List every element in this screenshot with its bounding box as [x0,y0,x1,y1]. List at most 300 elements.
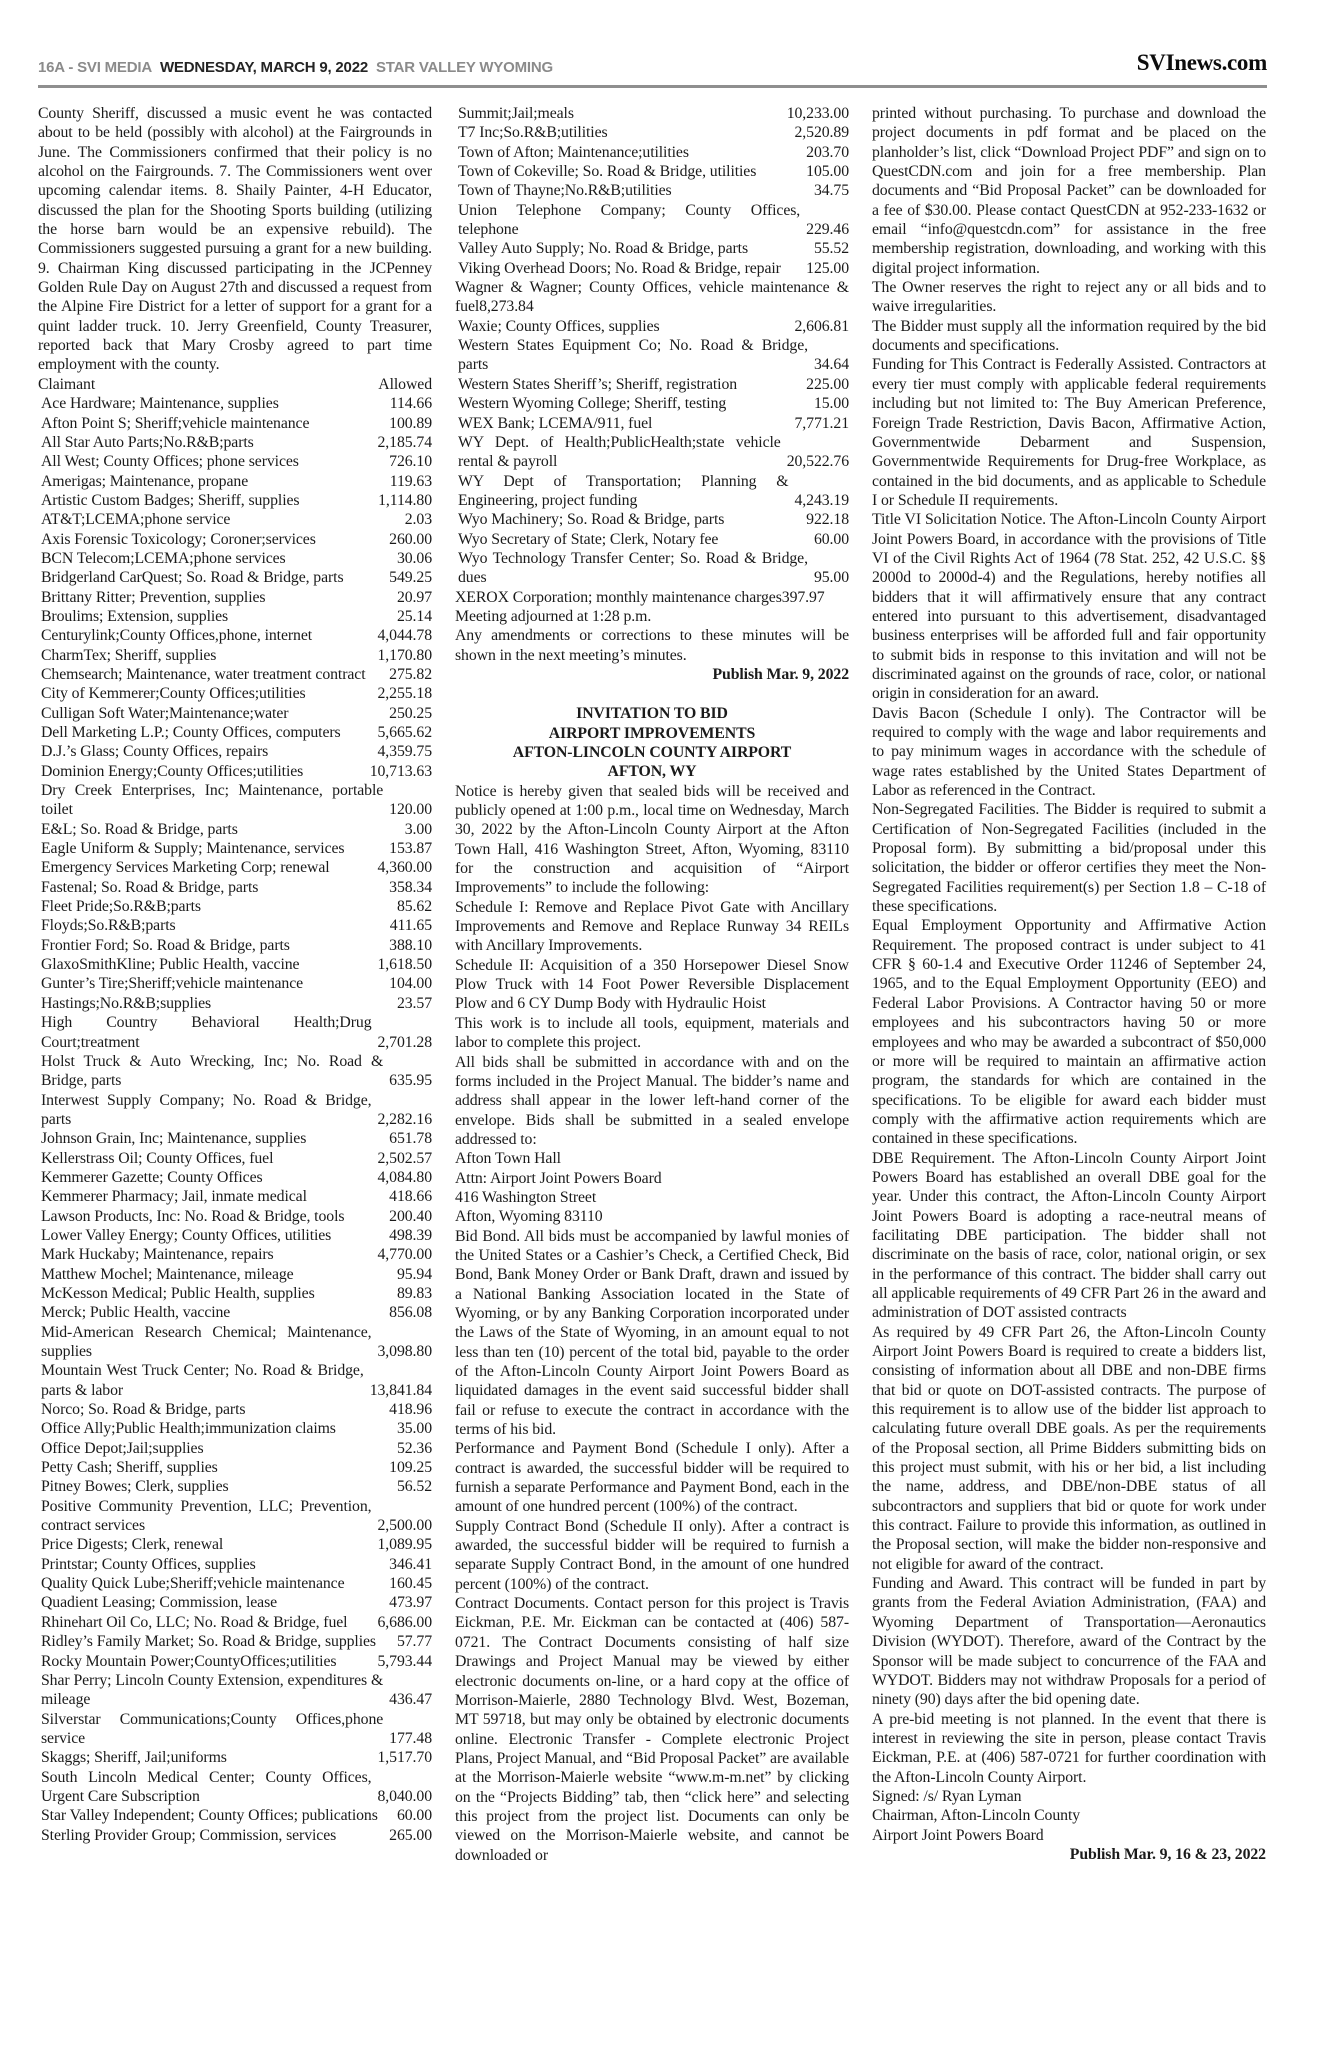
claim-name: GlaxoSmithKline; Public Health, vaccine [41,956,300,974]
claim-name: Chemsearch; Maintenance, water treatment contract [41,665,366,683]
claim-amount: 20,522.76 [786,453,849,471]
claim-name: Silverstar Communications;County Offices,phone service [41,1710,384,1747]
claim-row [38,1303,432,1322]
paragraph: XEROX Corporation; monthly maintenance charges397.97 [455,588,825,606]
claim-row [38,723,432,742]
claim-row [38,1632,432,1651]
claim-name: Lawson Products, Inc: No. Road & Bridge, tools [41,1207,345,1225]
claim-amount: 23.57 [396,994,432,1012]
paragraph: Funding for This Contract is Federally Assisted. Contractors at every tier must comply with applicable federal requirements including but not limited to: The Buy American Preference, Foreign Trade Restriction, Davis Bacon, Affirmative Action, Governmentwide Debarment and Suspension, Governmentwide Requirements for Drug-free Workplace, as contained in the bid documents, and as applicable to Schedule I or Schedule II requirements. [872,356,1266,509]
claim-amount: 549.25 [389,569,432,587]
claim-row [455,375,849,394]
paragraph: DBE Requirement. The Afton-Lincoln County Airport Joint Powers Board has established an overall DBE goal for the year. Under this contract, the Afton-Lincoln County Airport Joint Powers Board is adopting a race-neutral means of facilitating DBE participation. The bidder shall not discriminate on the basis of race, color, national origin, or sex in the performance of this contract. The bidder shall carry out all applicable requirements of 49 CFR Part 26 in the award and administration of DOT assisted contracts [872,1149,1266,1322]
claim-name: Fleet Pride;So.R&B;parts [41,898,201,916]
claim-row [38,1826,432,1845]
paragraph: A pre-bid meeting is not planned. In the event that there is interest in reviewing the site in person, please contact Travis Eickman, P.E. at (406) 587-0721 for further coordination with the Afton-Lincoln County Airport. [872,1710,1266,1786]
claim-row [38,781,432,820]
paragraph: Title VI Solicitation Notice. The Afton-Lincoln County Airport Joint Powers Board, in accordance with the provisions of Title VI of the Civil Rights Act of 1964 (78 Stat. 252, 42 U.S.C. §§ 2000d to 2000d-4) and the Regulations, hereby notifies all bidders that it will affirmatively ensure that any contract entered into pursuant to this advertisement, disadvantaged business enterprises will be afforded full and fair opportunity to submit bids in response to this invitation and will not be discriminated against on the grounds of race, color, or national origin in consideration for an award. [872,511,1266,703]
claim-row [38,1187,432,1206]
claims-header-claimant: Claimant [38,375,96,393]
claim-row [38,858,432,877]
article-columns [38,104,1267,1865]
claim-name: South Lincoln Medical Center; County Offices, Urgent Care Subscription [41,1768,372,1805]
claim-row [38,1555,432,1574]
claim-row [38,1091,432,1130]
paragraph: The Bidder must supply all the information required by the bid documents and specifications. [872,317,1266,355]
claim-name: WY Dept of Transportation; Planning & Engineering, project funding [458,472,789,509]
claim-row [38,626,432,645]
claim-name: Mark Huckaby; Maintenance, repairs [41,1246,274,1264]
claim-name: Floyds;So.R&B;parts [41,917,176,935]
claim-row [38,1458,432,1477]
claim-name: Mountain West Truck Center; No. Road & Bridge, parts & labor [41,1362,364,1399]
paragraph: This work is to include all tools, equipment, materials and labor to complete this project. [455,1014,849,1052]
paragraph: printed without purchasing. To purchase and download the project documents in pdf format and be placed on the planholder’s list, click “Download Project PDF” and sign on to QuestCDN.com and join for a free membership. Plan documents and “Bid Proposal Packet” can be downloaded for a fee of $30.00. Please contact QuestCDN at 952-233-1632 or email “info@questcdn.com” for assistance in the free membership registration, downloading, and working with this digital project information. [872,105,1266,277]
claim-name: Bridgerland CarQuest; So. Road & Bridge, parts [41,569,344,587]
claim-name: Valley Auto Supply; No. Road & Bridge, parts [458,240,749,258]
claim-name: Positive Community Prevention, LLC; Prevention, contract services [41,1497,372,1535]
claim-name: AT&T;LCEMA;phone service [41,511,231,529]
address-line: Airport Joint Powers Board [872,1826,1044,1844]
claim-name: Shar Perry; Lincoln County Extension, expenditures & mileage [41,1671,384,1709]
paragraph: Bid Bond. All bids must be accompanied by lawful monies of the United States or a Cashier’s Check, a Certified Check, Bid Bond, Bank Money Order or Bank Draft, drawn and issued by a National Banking Association located in the State of Wyoming, or by any Banking Corporation incorporated under the Laws of the State of Wyoming, in an amount equal to not less than ten (10) percent of the total bid, payable to the order of the Afton-Lincoln County Airport Joint Powers Board as liquidated damages in the event said successful bidder shall fail or refuse to execute the contract in accordance with the terms of his bid. [455,1227,849,1439]
claim-amount: 85.62 [396,898,432,916]
claim-row [38,684,432,703]
claim-amount: 153.87 [389,840,432,858]
claim-amount: 250.25 [389,704,432,722]
claim-amount: 4,770.00 [377,1246,432,1264]
site-logo: SVInews.com [1136,50,1267,75]
claim-amount: 2,701.28 [377,1033,432,1051]
claim-amount: 3.00 [404,820,432,838]
claim-row [38,1613,432,1632]
claim-name: WEX Bank; LCEMA/911, fuel [458,414,653,432]
claim-name: Town of Afton; Maintenance;utilities [458,143,689,161]
claim-name: Union Telephone Company; County Offices, telephone [458,201,801,239]
notice-heading: INVITATION TO BID [576,705,728,723]
claim-amount: 346.41 [389,1555,432,1573]
claim-amount: 260.00 [389,530,432,548]
claim-name: McKesson Medical; Public Health, supplies [41,1284,315,1302]
claim-amount: 34.64 [813,356,849,374]
claim-name: E&L; So. Road & Bridge, parts [41,820,238,838]
claim-row [38,955,432,974]
claim-row [38,1574,432,1593]
claim-amount: 3,098.80 [377,1343,432,1360]
claim-amount: 200.40 [389,1207,432,1225]
claim-name: Kellerstrass Oil; County Offices, fuel [41,1149,274,1167]
claim-amount: 2,282.16 [377,1110,432,1128]
claim-row [38,394,432,413]
claim-name: Wyo Secretary of State; Clerk, Notary fee [458,530,719,548]
claim-name: Matthew Mochel; Maintenance, mileage [41,1265,294,1283]
claim-row [38,1013,432,1052]
claim-name: Culligan Soft Water;Maintenance;water [41,704,289,722]
claim-name: Artistic Custom Badges; Sheriff, supplies [41,491,300,509]
claim-name: Axis Forensic Toxicology; Coroner;services [41,530,316,548]
claim-amount: 4,084.80 [377,1168,432,1186]
claim-row [38,568,432,587]
claim-row [38,665,432,684]
claim-name: WY Dept. of Health;PublicHealth;state vehicle rental & payroll [458,433,781,471]
paragraph: Performance and Payment Bond (Schedule I only). After a contract is awarded, the successful bidder will be required to furnish a separate Performance and Payment Bond, each in the amount of one hundred percent (100%) of the contract. [455,1440,849,1516]
claim-row [38,472,432,491]
claim-row [38,897,432,916]
claim-amount: 6,686.00 [377,1613,432,1631]
claim-row [38,433,432,452]
claim-amount: 635.95 [389,1072,432,1090]
paragraph: Equal Employment Opportunity and Affirmative Action Requirement. The proposed contract is under subject to 41 CFR § 60-1.4 and Executive Order 11246 of September 24, 1965, and to the Equal Employment Opportunity (EEO) and Federal Labor Provisions. A Contractor having 50 or more employees and his subcontractors having 50 or more employees and who may be awarded a subcontract of $50,000 or more will be required to maintain an affirmative action program, the standards for which are contained in the specifications. To be eligible for award each bidder must comply with the affirmative action requirements which are contained in these specifications. [872,917,1266,1148]
claim-row [38,491,432,510]
claim-row [455,414,849,433]
claim-amount: 4,044.78 [377,627,432,645]
claim-name: Petty Cash; Sheriff, supplies [41,1459,218,1477]
claim-row [38,1323,432,1362]
claim-name: CharmTex; Sheriff, supplies [41,646,217,664]
claim-name: Brittany Ritter; Prevention, supplies [41,588,266,606]
claim-row [455,123,849,142]
claim-amount: 95.94 [396,1265,432,1283]
notice-heading: AFTON-LINCOLN COUNTY AIRPORT [512,744,792,761]
claim-amount: 20.97 [396,588,432,606]
claim-amount: 120.00 [389,801,432,819]
claim-name: Interwest Supply Company; No. Road & Bridge, parts [41,1091,372,1128]
claim-name: Eagle Uniform & Supply; Maintenance, services [41,840,345,858]
address-line: Attn: Airport Joint Powers Board [455,1169,662,1187]
claim-amount: 726.10 [389,453,432,471]
claim-row [455,510,849,529]
claim-name: Printstar; County Offices, supplies [41,1555,256,1573]
claim-name: T7 Inc;So.R&B;utilities [458,124,608,142]
claim-amount: 52.36 [396,1439,432,1457]
paragraph: Davis Bacon (Schedule I only). The Contractor will be required to comply with the wage and labor requirements and to pay minimum wages in accordance with the schedule of wage rates established by the United States Department of Labor as referenced in the Contract. [872,704,1266,800]
claim-row [455,239,849,258]
claim-amount: 7,771.21 [794,414,849,432]
claim-row [38,839,432,858]
claim-amount: 651.78 [389,1130,432,1148]
claim-row [38,1052,432,1091]
claim-row [38,1477,432,1496]
claim-amount: 229.46 [806,221,849,239]
claim-row [38,762,432,781]
claim-row [38,742,432,761]
paragraph: Schedule II: Acquisition of a 350 Horsepower Diesel Snow Plow Truck with 14 Foot Power Reversible Displacement Plow and 6 CY Dump Body with Hydraulic Hoist [455,956,849,1013]
claim-name: Merck; Public Health, vaccine [41,1304,231,1322]
claim-amount: 5,665.62 [377,724,432,741]
claim-amount: 203.70 [806,143,849,161]
claim-name: Quadient Leasing; Commission, lease [41,1594,278,1612]
claim-row [455,143,849,162]
claim-row [38,1768,432,1807]
claim-name: Sterling Provider Group; Commission, services [41,1826,337,1844]
masthead [38,50,1267,88]
claim-amount: 1,517.70 [377,1749,432,1767]
claim-amount: 411.65 [389,917,432,935]
claim-row [38,1439,432,1458]
paragraph: Non-Segregated Facilities. The Bidder is required to submit a Certification of Non-Segregated Facilities (included in the Proposal form). By submitting a bid/proposal under this solicitation, the bidder or offeror certifies they meet the Non-Segregated Facilities requirement(s) per Section 1.8 – C-18 of these specifications. [872,801,1266,916]
claim-amount: 60.00 [396,1807,432,1825]
column-2 [455,104,849,1865]
claim-name: Viking Overhead Doors; No. Road & Bridge, repair [458,259,781,277]
claim-name: Afton Point S; Sheriff;vehicle maintenance [41,414,310,432]
claim-amount: 8,040.00 [377,1787,432,1805]
claim-row [38,1226,432,1245]
claim-name: Johnson Grain, Inc; Maintenance, supplies [41,1130,307,1148]
claim-amount: 2,502.57 [377,1149,432,1167]
claim-amount: 105.00 [806,163,849,181]
claim-amount: 1,114.80 [378,491,432,509]
claim-row [38,1245,432,1264]
claim-name: All Star Auto Parts;No.R&B;parts [41,433,254,451]
claim-amount: 5,793.44 [377,1652,432,1670]
claim-name: Western States Sheriff’s; Sheriff, registration [458,375,738,393]
claim-name: Ridley’s Family Market; So. Road & Bridge, supplies [41,1633,376,1651]
claim-amount: 922.18 [806,511,849,529]
claim-name: Hastings;No.R&B;supplies [41,994,212,1012]
claim-row [38,530,432,549]
paragraph: Funding and Award. This contract will be funded in part by grants from the Federal Aviation Administration, (FAA) and Wyoming Department of Transportation—Aeronautics Division (WYDOT). Therefore, award of the Contract by the Sponsor will be made subject to concurrence of the FAA and WYDOT. Bidders may not withdraw Proposals for a period of ninety (90) days after the bid opening date. [872,1575,1266,1709]
claim-name: Pitney Bowes; Clerk, supplies [41,1478,229,1496]
claim-row [38,646,432,665]
claim-name: BCN Telecom;LCEMA;phone services [41,549,286,567]
claim-row [38,820,432,839]
paragraph: County Sheriff, discussed a music event he was contacted about to be held (possibly with alcohol) at the Fairgrounds in June. The Commissioners confirmed that their policy is no alcohol on the Fairgrounds. 7. The Commissioners went over upcoming calendar items. 8. Shaily Painter, 4-H Educator, discussed the plan for the Shooting Sports building (utilizing the horse barn would be an expensive rebuild). The Commissioners suggested pursuing a grant for a new building. 9. Chairman King discussed participating in the JCPenney Golden Rule Day on August 27th and discussed a request from the Alpine Fire District for a letter of support for a grant for a quint ladder truck. 10. Jerry Greenfield, County Treasurer, reported back that Mary Crosby agreed to part time employment with the county. [38,105,432,374]
notice-heading: AFTON, WY [607,763,697,781]
claim-row [455,259,849,278]
paragraph: Schedule I: Remove and Replace Pivot Gate with Ancillary Improvements and Remove and Replace Runway 34 REILs with Ancillary Improvements. [455,898,849,955]
claim-name: Price Digests; Clerk, renewal [41,1536,224,1554]
claim-amount: 498.39 [389,1226,432,1244]
claim-name: Broulims; Extension, supplies [41,607,229,625]
claim-name: Centurylink;County Offices,phone, internet [41,627,313,645]
claim-row [38,1400,432,1419]
claim-amount: 56.52 [396,1478,432,1496]
claim-row [455,317,849,336]
claim-row [38,510,432,529]
claim-name: Holst Truck & Auto Wrecking, Inc; No. Road & Bridge, parts [41,1052,384,1090]
claim-amount: 2,520.89 [794,124,849,142]
claim-row [455,336,849,375]
claim-amount: 4,360.00 [377,859,432,877]
claim-name: Fastenal; So. Road & Bridge, parts [41,878,259,896]
claim-name: Summit;Jail;meals [458,105,574,122]
claim-row [38,704,432,723]
edition-label: 16A - SVI MEDIA [38,59,152,76]
claim-row [455,104,849,123]
address-line: Chairman, Afton-Lincoln County [872,1807,1081,1825]
claim-amount: 436.47 [389,1691,432,1709]
claim-amount: 856.08 [389,1304,432,1322]
claim-row [38,1806,432,1825]
claim-row [38,1207,432,1226]
claim-row [38,1593,432,1612]
claim-amount: 388.10 [389,936,432,954]
claim-name: Waxie; County Offices, supplies [458,317,660,335]
spacer [455,684,849,704]
claim-name: Western Wyoming College; Sheriff, testing [458,395,727,413]
claim-amount: 2.03 [404,511,432,529]
claim-amount: 60.00 [813,530,849,548]
claim-row [38,1361,432,1400]
claim-row [38,994,432,1013]
claim-name: Lower Valley Energy; County Offices, utilities [41,1226,332,1244]
claim-row [38,1419,432,1438]
claim-row [38,452,432,471]
claim-row [38,974,432,993]
paragraph: Wagner & Wagner; County Offices, vehicle maintenance & fuel8,273.84 [455,279,849,316]
paragraph: Notice is hereby given that sealed bids will be received and publicly opened at 1:00 p.m., local time on Wednesday, March 30, 2022 by the Afton-Lincoln County Airport at the Afton Town Hall, 416 Washington Street, Afton, Wyoming, 83110 for the construction and acquisition of “Airport Improvements” to include the following: [455,782,849,897]
paragraph: Any amendments or corrections to these minutes will be shown in the next meeting’s minutes. [455,627,849,664]
claim-row [455,181,849,200]
region-label: STAR VALLEY WYOMING [375,59,553,76]
claim-row [455,549,849,588]
claim-amount: 177.48 [389,1729,432,1747]
claim-amount: 34.75 [813,182,849,200]
claim-name: Town of Cokeville; So. Road & Bridge, utilities [458,163,757,181]
claim-amount: 225.00 [806,375,849,393]
claim-row [38,1284,432,1303]
claim-name: Frontier Ford; So. Road & Bridge, parts [41,936,290,954]
column-1 [38,104,432,1865]
claim-name: High Country Behavioral Health;Drug Court;treatment [41,1014,372,1051]
claim-row [38,1535,432,1554]
claim-amount: 418.66 [389,1188,432,1206]
claim-amount: 4,359.75 [377,743,432,761]
claim-row [38,414,432,433]
address-line: Afton, Wyoming 83110 [455,1208,603,1226]
paragraph: All bids shall be submitted in accordance with and on the forms included in the Project Manual. The bidder’s name and address shall appear in the lower left-hand corner of the envelope. Bids shall be submitted in a sealed envelope addressed to: [455,1053,849,1148]
claim-row [38,607,432,626]
claim-row [38,1265,432,1284]
claim-name: Kemmerer Pharmacy; Jail, inmate medical [41,1188,307,1206]
claim-row [455,530,849,549]
paragraph: Contract Documents. Contact person for this project is Travis Eickman, P.E. Mr. Eickman can be contacted at (406) 587-0721. The Contract Documents consisting of half size Drawings and Project Manual may be viewed by either electronic documents on-line, or a hard copy at the office of Morrison-Maierle, 2880 Technology Blvd. West, Bozeman, MT 59718, but may only be obtained by electronic documents online. Electronic Transfer - Complete electronic Project Plans, Project Manual, and “Bid Proposal Packet” are available at the Morrison-Maierle website “www.m-m.net” by clicking on the “Projects Bidding” tab, then “click here” and selecting this project from the project list. Documents can only be viewed on the Morrison-Maierle website, and cannot be downloaded or [455,1595,849,1864]
claim-name: D.J.’s Glass; County Offices, repairs [41,743,269,761]
claim-amount: 104.00 [389,975,432,993]
publish-line: Publish Mar. 9, 16 & 23, 2022 [1069,1845,1266,1863]
claim-amount: 114.66 [389,395,432,413]
claim-name: Quality Quick Lube;Sheriff;vehicle maintenance [41,1575,345,1593]
claim-row [38,936,432,955]
claim-name: Ace Hardware; Maintenance, supplies [41,395,279,413]
column-3 [872,104,1266,1865]
claim-name: Town of Thayne;No.R&B;utilities [458,182,672,200]
claim-row [38,1149,432,1168]
claim-name: Gunter’s Tire;Sheriff;vehicle maintenance [41,975,304,993]
claim-amount: 15.00 [813,395,849,413]
claim-amount: 109.25 [389,1459,432,1477]
paragraph: The Owner reserves the right to reject any or all bids and to waive irregularities. [872,279,1266,316]
claim-row [38,878,432,897]
claim-amount: 100.89 [389,414,432,432]
claim-row [38,1652,432,1671]
claim-name: Office Depot;Jail;supplies [41,1439,204,1457]
claim-amount: 10,233.00 [786,105,849,122]
claim-amount: 1,170.80 [377,646,432,664]
claim-name: Western States Equipment Co; No. Road & Bridge, parts [458,337,808,374]
claim-name: Kemmerer Gazette; County Offices [41,1168,263,1186]
claim-amount: 2,185.74 [377,433,432,451]
claim-name: Star Valley Independent; County Offices; publications [41,1807,378,1825]
claim-name: Mid-American Research Chemical; Maintenance, supplies [41,1323,372,1360]
claim-name: Dominion Energy;County Offices;utilities [41,762,304,780]
claim-amount: 418.96 [389,1401,432,1419]
claim-name: Emergency Services Marketing Corp; renewal [41,859,330,877]
claim-amount: 125.00 [806,259,849,277]
claim-amount: 25.14 [396,607,432,625]
address-line: Signed: /s/ Ryan Lyman [872,1787,1022,1805]
claim-amount: 2,255.18 [377,685,432,703]
claim-name: All West; County Offices; phone services [41,453,299,471]
claim-name: Rocky Mountain Power;CountyOffices;utilities [41,1652,337,1670]
claim-name: City of Kemmerer;County Offices;utilities [41,685,306,703]
claim-amount: 2,606.81 [794,317,849,335]
claim-row [38,588,432,607]
date-label: WEDNESDAY, MARCH 9, 2022 [159,59,368,76]
claim-name: Norco; So. Road & Bridge, parts [41,1401,246,1419]
claim-row [455,394,849,413]
claim-amount: 1,618.50 [377,956,432,974]
paragraph: Meeting adjourned at 1:28 p.m. [455,607,652,625]
claim-amount: 13,841.84 [369,1381,432,1399]
claim-row [38,1710,432,1749]
claim-row [455,201,849,240]
paragraph: As required by 49 CFR Part 26, the Afton-Lincoln County Airport Joint Powers Board is required to create a bidders list, consisting of information about all DBE and non-DBE firms that bid or quote on DOT-assisted contracts. The purpose of this requirement is to allow use of the bidder list approach to calculating future overall DBE goals. As per the requirements of the Proposal section, all Prime Bidders submitting bids on this project must submit, with his or her bid, a list including the name, address, and DBE/non-DBE status of all subcontractors and suppliers that bid or quote for work under this contract. Failure to provide this information, as outlined in the Proposal section, will make the bidder non-responsive and not eligible for award of the contract. [872,1323,1266,1573]
claim-row [38,1671,432,1710]
claims-header-allowed: Allowed [378,375,432,393]
claim-amount: 358.34 [389,878,432,896]
claim-amount: 1,089.95 [377,1536,432,1554]
notice-heading: AIRPORT IMPROVEMENTS [548,724,756,742]
claim-name: Wyo Machinery; So. Road & Bridge, parts [458,511,725,529]
claim-row [38,549,432,568]
claim-name: Rhinehart Oil Co, LLC; No. Road & Bridge, fuel [41,1613,348,1631]
claim-amount: 473.97 [389,1594,432,1612]
address-line: Afton Town Hall [455,1150,561,1168]
claim-row [455,433,849,472]
publish-line: Publish Mar. 9, 2022 [712,665,849,683]
masthead-left [38,59,553,76]
claim-row [455,472,849,511]
paragraph: Supply Contract Bond (Schedule II only). After a contract is awarded, the successful bidder will be required to furnish a separate Supply Contract Bond, in the amount of one hundred percent (100%) of the contract. [455,1517,849,1593]
claim-amount: 2,500.00 [377,1517,432,1535]
claim-name: Office Ally;Public Health;immunization claims [41,1420,336,1438]
claim-name: Amerigas; Maintenance, propane [41,472,249,490]
claim-row [38,916,432,935]
claim-amount: 160.45 [389,1575,432,1593]
claim-row [455,162,849,181]
claim-amount: 275.82 [389,665,432,683]
claim-amount: 10,713.63 [369,762,432,780]
claim-name: Skaggs; Sheriff, Jail;uniforms [41,1749,227,1767]
claim-amount: 30.06 [396,549,432,567]
claim-amount: 95.00 [813,569,849,587]
claim-amount: 119.63 [389,472,432,490]
claim-row [38,1129,432,1148]
claims-header-row [38,375,432,394]
claim-amount: 55.52 [813,240,849,258]
claim-row [38,1168,432,1187]
claim-row [38,1497,432,1536]
claim-amount: 89.83 [396,1284,432,1302]
address-line: 416 Washington Street [455,1188,597,1206]
claim-amount: 265.00 [389,1826,432,1844]
claim-amount: 57.77 [396,1633,432,1651]
claim-name: Wyo Technology Transfer Center; So. Road & Bridge, dues [458,549,808,587]
claim-row [38,1748,432,1767]
claim-name: Dry Creek Enterprises, Inc; Maintenance, portable toilet [41,782,384,819]
claim-amount: 4,243.19 [794,491,849,509]
